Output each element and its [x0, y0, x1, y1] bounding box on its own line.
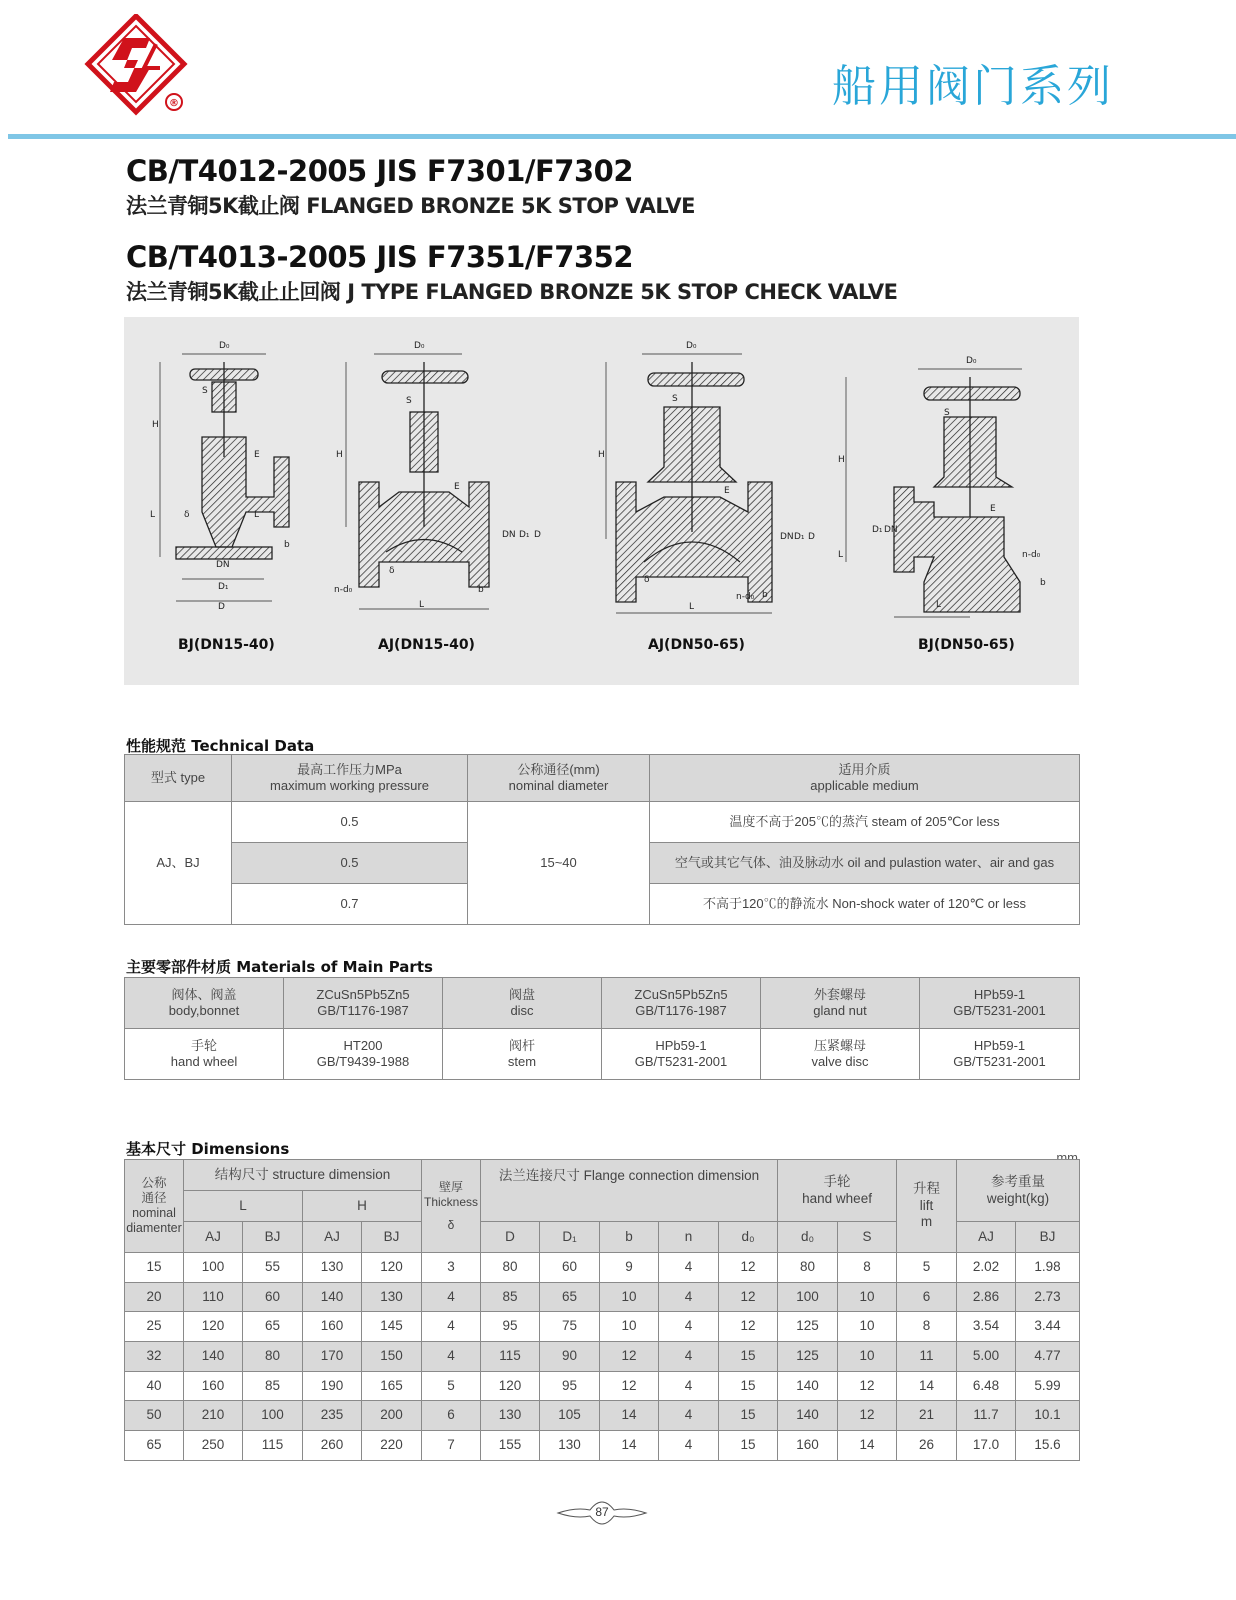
dim-cell: 120 [362, 1253, 422, 1283]
drawing-bj-large [838, 356, 1046, 617]
standard-name-2: 法兰青铜5K截止止回阀 J TYPE FLANGED BRONZE 5K STOP CHECK VALVE [126, 280, 898, 304]
dim-cell: 15 [719, 1371, 778, 1401]
svg-text:b: b [762, 590, 768, 600]
svg-text:DN: DN [502, 530, 516, 540]
dim-cell: 125 [778, 1342, 838, 1372]
svg-text:DN: DN [780, 532, 794, 542]
dim-cell: 12 [719, 1312, 778, 1342]
tech-header-medium: 适用介质 applicable medium [650, 755, 1080, 802]
tech-header-pressure: 最高工作压力MPa maximum working pressure [232, 755, 468, 802]
svg-text:®: ® [169, 98, 179, 109]
dim-cell: 8 [838, 1253, 897, 1283]
tech-medium-cell: 空气或其它气体、油及脉动水 oil and pulastion water、air and gas [650, 843, 1080, 884]
dim-cell: 10 [838, 1312, 897, 1342]
dim-cell: 4 [659, 1342, 719, 1372]
svg-text:D₀: D₀ [686, 341, 697, 351]
dim-cell: 4 [659, 1282, 719, 1312]
standard-code-2: CB/T4013-2005 JIS F7351/F7352 [126, 240, 634, 274]
svg-text:E: E [724, 486, 730, 496]
svg-text:D₁: D₁ [519, 530, 530, 540]
dim-cell: 40 [125, 1371, 184, 1401]
dim-cell: 2.02 [957, 1253, 1016, 1283]
drawing-bj-small [150, 341, 290, 612]
svg-text:b: b [284, 540, 290, 550]
dim-cell: 250 [184, 1431, 243, 1461]
dim-cell: 3.54 [957, 1312, 1016, 1342]
dim-cell: 1.98 [1016, 1253, 1080, 1283]
dimensions-body [125, 1253, 1080, 1461]
dim-cell: 80 [778, 1253, 838, 1283]
svg-text:L: L [838, 550, 844, 560]
dim-cell: 130 [481, 1401, 540, 1431]
tech-pressure-cell: 0.5 [232, 802, 468, 843]
dim-cell: 4 [659, 1431, 719, 1461]
drawing-aj-small [334, 341, 541, 610]
svg-text:D₁: D₁ [794, 532, 805, 542]
dimensions-unit: mm [1056, 1150, 1078, 1165]
dim-cell: 260 [303, 1431, 362, 1461]
dim-cell: 160 [778, 1431, 838, 1461]
dim-sub-header: b [600, 1222, 659, 1253]
material-cell: 阀盘 disc [443, 978, 602, 1029]
dim-cell: 100 [184, 1253, 243, 1283]
svg-text:δ: δ [644, 575, 650, 585]
svg-text:n-d₀: n-d₀ [334, 585, 353, 595]
tech-pressure-cell: 0.5 [232, 843, 468, 884]
dim-cell: 4 [422, 1312, 481, 1342]
valve-drawings-panel [124, 317, 1079, 685]
svg-text:H: H [336, 450, 343, 460]
svg-text:D: D [534, 530, 541, 540]
materials-table [124, 977, 1080, 1080]
dim-row [125, 1312, 1080, 1342]
dim-cell: 32 [125, 1342, 184, 1372]
dim-cell: 14 [897, 1371, 957, 1401]
dim-row [125, 1371, 1080, 1401]
dim-cell: 65 [540, 1282, 600, 1312]
dim-sub-header: n [659, 1222, 719, 1253]
caption-aj-large: AJ(DN50-65) [648, 637, 745, 653]
svg-text:b: b [478, 585, 484, 595]
tech-header-type: 型式 type [125, 755, 232, 802]
dim-cell: 9 [600, 1253, 659, 1283]
dim-sub-header: BJ [362, 1222, 422, 1253]
svg-text:E: E [454, 482, 460, 492]
technical-data-title: 性能规范 Technical Data [126, 737, 315, 755]
dim-cell: 220 [362, 1431, 422, 1461]
material-cell: ZCuSn5Pb5Zn5 GB/T1176-1987 [602, 978, 761, 1029]
material-cell: HPb59-1 GB/T5231-2001 [920, 1029, 1080, 1080]
dim-sub-header: d₀ [719, 1222, 778, 1253]
dim-cell: 65 [243, 1312, 303, 1342]
dim-cell: 100 [778, 1282, 838, 1312]
dim-cell: 95 [540, 1371, 600, 1401]
materials-title: 主要零部件材质 Materials of Main Parts [126, 958, 433, 976]
svg-text:D₀: D₀ [414, 341, 425, 351]
dim-cell: 55 [243, 1253, 303, 1283]
dim-sub-header: S [838, 1222, 897, 1253]
dim-cell: 4 [659, 1371, 719, 1401]
dim-cell: 200 [362, 1401, 422, 1431]
svg-text:L: L [254, 510, 260, 520]
svg-text:b: b [1040, 578, 1046, 588]
valve-drawings [124, 317, 1079, 685]
svg-text:S: S [406, 396, 412, 406]
svg-text:H: H [838, 455, 845, 465]
svg-text:S: S [202, 386, 208, 396]
page-number: 87 [556, 1500, 648, 1526]
svg-text:L: L [150, 510, 156, 520]
dim-cell: 10 [838, 1342, 897, 1372]
dim-cell: 85 [481, 1282, 540, 1312]
drawing-aj-large [598, 341, 815, 613]
dim-header-h: H [303, 1191, 422, 1222]
dim-cell: 12 [838, 1371, 897, 1401]
svg-text:L: L [419, 600, 425, 610]
dim-cell: 8 [897, 1312, 957, 1342]
material-cell: HPb59-1 GB/T5231-2001 [920, 978, 1080, 1029]
dim-cell: 80 [243, 1342, 303, 1372]
svg-text:D₁: D₁ [872, 525, 883, 535]
dim-cell: 160 [303, 1312, 362, 1342]
dim-cell: 115 [243, 1431, 303, 1461]
tech-medium-cell: 温度不高于205℃的蒸汽 steam of 205℃or less [650, 802, 1080, 843]
dim-cell: 100 [243, 1401, 303, 1431]
tech-nominal-cell: 15~40 [468, 802, 650, 925]
dim-sub-header: AJ [957, 1222, 1016, 1253]
dim-cell: 5.00 [957, 1342, 1016, 1372]
material-cell: HPb59-1 GB/T5231-2001 [602, 1029, 761, 1080]
dim-cell: 210 [184, 1401, 243, 1431]
dim-cell: 150 [362, 1342, 422, 1372]
series-title: 船用阀门系列 [832, 61, 1114, 112]
dim-cell: 4.77 [1016, 1342, 1080, 1372]
svg-text:DN: DN [884, 525, 898, 535]
dim-cell: 2.86 [957, 1282, 1016, 1312]
dim-cell: 11.7 [957, 1401, 1016, 1431]
dim-cell: 15 [125, 1253, 184, 1283]
dim-cell: 235 [303, 1401, 362, 1431]
dim-cell: 6.48 [957, 1371, 1016, 1401]
material-cell: ZCuSn5Pb5Zn5 GB/T1176-1987 [284, 978, 443, 1029]
dim-cell: 160 [184, 1371, 243, 1401]
dim-cell: 85 [243, 1371, 303, 1401]
tech-pressure-cell: 0.7 [232, 884, 468, 925]
dim-header-lift: 升程 lift m [897, 1160, 957, 1253]
dim-cell: 140 [778, 1401, 838, 1431]
dim-cell: 130 [362, 1282, 422, 1312]
caption-bj-large: BJ(DN50-65) [918, 637, 1015, 653]
dim-cell: 3 [422, 1253, 481, 1283]
dim-cell: 65 [125, 1431, 184, 1461]
tech-type-cell: AJ、BJ [125, 802, 232, 925]
dim-cell: 75 [540, 1312, 600, 1342]
material-cell: 外套螺母 gland nut [761, 978, 920, 1029]
dim-cell: 14 [600, 1401, 659, 1431]
svg-text:S: S [672, 394, 678, 404]
dim-header-l: L [184, 1191, 303, 1222]
dim-cell: 4 [422, 1282, 481, 1312]
dim-cell: 11 [897, 1342, 957, 1372]
svg-text:L: L [689, 602, 695, 612]
dim-sub-header: AJ [184, 1222, 243, 1253]
dim-cell: 10 [838, 1282, 897, 1312]
dim-cell: 165 [362, 1371, 422, 1401]
svg-text:D₁: D₁ [218, 582, 229, 592]
dim-sub-header: BJ [1016, 1222, 1080, 1253]
dim-cell: 4 [659, 1312, 719, 1342]
dim-cell: 12 [838, 1401, 897, 1431]
dim-cell: 15.6 [1016, 1431, 1080, 1461]
dim-cell: 145 [362, 1312, 422, 1342]
caption-aj-small: AJ(DN15-40) [378, 637, 475, 653]
dim-cell: 4 [659, 1253, 719, 1283]
dim-cell: 4 [659, 1401, 719, 1431]
dim-cell: 105 [540, 1401, 600, 1431]
dim-cell: 110 [184, 1282, 243, 1312]
dim-cell: 12 [719, 1253, 778, 1283]
svg-text:D: D [218, 602, 225, 612]
svg-text:δ: δ [184, 510, 190, 520]
dim-cell: 15 [719, 1401, 778, 1431]
dim-header-thickness: 壁厚 Thickness δ [422, 1160, 481, 1253]
material-cell: 手轮 hand wheel [125, 1029, 284, 1080]
dim-cell: 90 [540, 1342, 600, 1372]
dim-sub-header: BJ [243, 1222, 303, 1253]
dim-cell: 130 [540, 1431, 600, 1461]
svg-text:n-d₀: n-d₀ [1022, 550, 1041, 560]
dim-row [125, 1401, 1080, 1431]
dimensions-title: 基本尺寸 Dimensions [126, 1140, 290, 1158]
dim-cell: 12 [600, 1371, 659, 1401]
dim-cell: 12 [719, 1282, 778, 1312]
dim-row [125, 1431, 1080, 1461]
tech-header-nominal: 公称通径(mm) nominal diameter [468, 755, 650, 802]
dim-header-flange: 法兰连接尺寸 Flange connection dimension [481, 1160, 778, 1222]
dim-cell: 60 [540, 1253, 600, 1283]
dim-cell: 10 [600, 1282, 659, 1312]
dim-cell: 140 [184, 1342, 243, 1372]
dim-cell: 5 [897, 1253, 957, 1283]
svg-text:E: E [254, 450, 260, 460]
dim-sub-header: AJ [303, 1222, 362, 1253]
dim-sub-header: d₀ [778, 1222, 838, 1253]
dim-row [125, 1342, 1080, 1372]
dim-cell: 120 [184, 1312, 243, 1342]
dim-cell: 5 [422, 1371, 481, 1401]
svg-text:E: E [990, 504, 996, 514]
dim-cell: 3.44 [1016, 1312, 1080, 1342]
dim-header-structure: 结构尺寸 structure dimension [184, 1160, 422, 1191]
svg-text:DN: DN [216, 560, 230, 570]
dim-cell: 115 [481, 1342, 540, 1372]
caption-bj-small: BJ(DN15-40) [178, 637, 275, 653]
dim-cell: 7 [422, 1431, 481, 1461]
dim-cell: 80 [481, 1253, 540, 1283]
dim-row [125, 1282, 1080, 1312]
standard-code-1: CB/T4012-2005 JIS F7301/F7302 [126, 154, 634, 188]
dim-cell: 26 [897, 1431, 957, 1461]
dim-cell: 17.0 [957, 1431, 1016, 1461]
svg-text:D₀: D₀ [219, 341, 230, 351]
svg-text:H: H [152, 420, 159, 430]
svg-text:S: S [944, 408, 950, 418]
dim-cell: 5.99 [1016, 1371, 1080, 1401]
dim-cell: 21 [897, 1401, 957, 1431]
dim-cell: 140 [303, 1282, 362, 1312]
svg-text:D: D [808, 532, 815, 542]
dim-cell: 125 [778, 1312, 838, 1342]
dim-cell: 60 [243, 1282, 303, 1312]
dim-cell: 15 [719, 1342, 778, 1372]
dim-sub-header: D₁ [540, 1222, 600, 1253]
dim-cell: 14 [838, 1431, 897, 1461]
company-logo [84, 14, 188, 118]
svg-text:δ: δ [389, 566, 395, 576]
dim-cell: 20 [125, 1282, 184, 1312]
dim-cell: 10.1 [1016, 1401, 1080, 1431]
dim-cell: 14 [600, 1431, 659, 1461]
dim-cell: 6 [897, 1282, 957, 1312]
material-cell: 阀杆 stem [443, 1029, 602, 1080]
material-cell: HT200 GB/T9439-1988 [284, 1029, 443, 1080]
dim-cell: 130 [303, 1253, 362, 1283]
dim-cell: 12 [600, 1342, 659, 1372]
svg-text:H: H [598, 450, 605, 460]
dim-cell: 10 [600, 1312, 659, 1342]
header-rule [8, 134, 1236, 139]
dim-row [125, 1253, 1080, 1283]
tech-medium-cell: 不高于120℃的静流水 Non-shock water of 120℃ or less [650, 884, 1080, 925]
dim-cell: 6 [422, 1401, 481, 1431]
dim-header-nominal: 公称 通径 nominal diamenter [125, 1160, 184, 1253]
dim-cell: 190 [303, 1371, 362, 1401]
dim-cell: 50 [125, 1401, 184, 1431]
dim-sub-header: D [481, 1222, 540, 1253]
dim-cell: 170 [303, 1342, 362, 1372]
dim-cell: 25 [125, 1312, 184, 1342]
material-cell: 压紧螺母 valve disc [761, 1029, 920, 1080]
material-cell: 阀体、阀盖 body,bonnet [125, 978, 284, 1029]
svg-text:L: L [936, 600, 942, 610]
dim-cell: 140 [778, 1371, 838, 1401]
dimensions-table [124, 1159, 1080, 1461]
dim-cell: 120 [481, 1371, 540, 1401]
dim-cell: 15 [719, 1431, 778, 1461]
technical-data-table [124, 754, 1080, 925]
dim-header-handwheel: 手轮 hand wheef [778, 1160, 897, 1222]
svg-text:n-d₀: n-d₀ [736, 592, 755, 602]
dim-cell: 155 [481, 1431, 540, 1461]
dim-cell: 95 [481, 1312, 540, 1342]
dim-header-weight: 参考重量 weight(kg) [957, 1160, 1080, 1222]
dim-cell: 4 [422, 1342, 481, 1372]
dim-cell: 2.73 [1016, 1282, 1080, 1312]
svg-text:D₀: D₀ [966, 356, 977, 366]
standard-name-1: 法兰青铜5K截止阀 FLANGED BRONZE 5K STOP VALVE [126, 194, 695, 218]
